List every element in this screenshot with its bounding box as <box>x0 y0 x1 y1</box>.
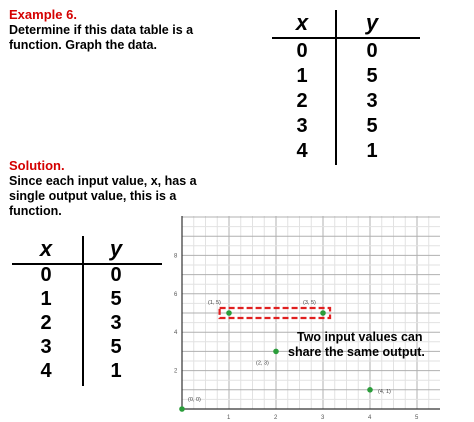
table-bottom-y-cell: 0 <box>110 264 122 286</box>
x-tick-label: 5 <box>415 415 419 419</box>
y-tick-label: 6 <box>174 291 178 298</box>
solution-line1: Since each input value, x, has a <box>9 174 197 188</box>
table-top-y-cell: 5 <box>366 65 378 87</box>
y-tick-label: 2 <box>174 368 178 375</box>
table-top-y-cell: 5 <box>366 115 378 137</box>
annotation-line2: share the same output. <box>288 345 425 359</box>
annotation-line1: Two input values can <box>297 330 423 344</box>
table-top-y-cell: 3 <box>366 90 378 112</box>
x-tick-label: 1 <box>227 415 231 419</box>
example-title: Example 6. <box>9 7 77 22</box>
y-tick-label: 8 <box>174 253 178 260</box>
table-top-x-cell: 0 <box>296 40 308 62</box>
point-label: (4, 1) <box>378 388 391 395</box>
x-tick-label: 2 <box>274 415 278 419</box>
table-bottom-y-cell: 3 <box>110 312 122 334</box>
table-bottom-y-cell: 5 <box>110 336 122 358</box>
data-table-bottom <box>12 236 162 386</box>
table-top-y-header: y <box>365 10 379 35</box>
table-top-x-cell: 4 <box>296 140 308 162</box>
solution-line3: function. <box>9 204 62 218</box>
table-top-x-cell: 3 <box>296 115 308 137</box>
table-top-x-cell: 1 <box>296 65 308 87</box>
data-point <box>320 310 326 316</box>
solution-title: Solution. <box>9 158 65 173</box>
point-label: (2, 3) <box>256 360 269 367</box>
data-point <box>273 349 279 355</box>
x-tick-label: 4 <box>368 415 372 419</box>
example-prompt-line1: Determine if this data table is a <box>9 23 194 37</box>
example-prompt-line2: function. Graph the data. <box>9 38 157 52</box>
table-top-x-cell: 2 <box>296 90 308 112</box>
solution-line2: single output value, this is a <box>9 189 177 203</box>
table-top-y-cell: 0 <box>366 40 378 62</box>
table-top-divider <box>272 37 420 39</box>
table-bottom-x-header: x <box>39 236 53 261</box>
data-point <box>226 310 232 316</box>
point-label: (3, 5) <box>303 300 316 306</box>
table-bottom-y-cell: 5 <box>110 288 122 310</box>
data-table-top <box>272 10 422 165</box>
table-bottom-x-cell: 1 <box>40 288 52 310</box>
x-tick-label: 3 <box>321 415 325 419</box>
table-bottom-x-cell: 2 <box>40 312 52 334</box>
point-label: (0, 0) <box>188 397 201 403</box>
y-tick-label: 4 <box>174 330 178 337</box>
table-bottom-x-cell: 0 <box>40 264 52 286</box>
data-point <box>179 406 185 412</box>
table-top-column-divider <box>335 10 337 165</box>
point-label: (1, 5) <box>208 300 221 306</box>
table-bottom-y-header: y <box>109 236 123 261</box>
table-bottom-y-cell: 1 <box>110 360 122 382</box>
table-top-y-cell: 1 <box>366 140 378 162</box>
table-top-x-header: x <box>295 10 309 35</box>
scatter-graph <box>172 214 442 419</box>
data-point <box>367 387 373 393</box>
table-bottom-x-cell: 3 <box>40 336 52 358</box>
table-bottom-x-cell: 4 <box>40 360 52 382</box>
